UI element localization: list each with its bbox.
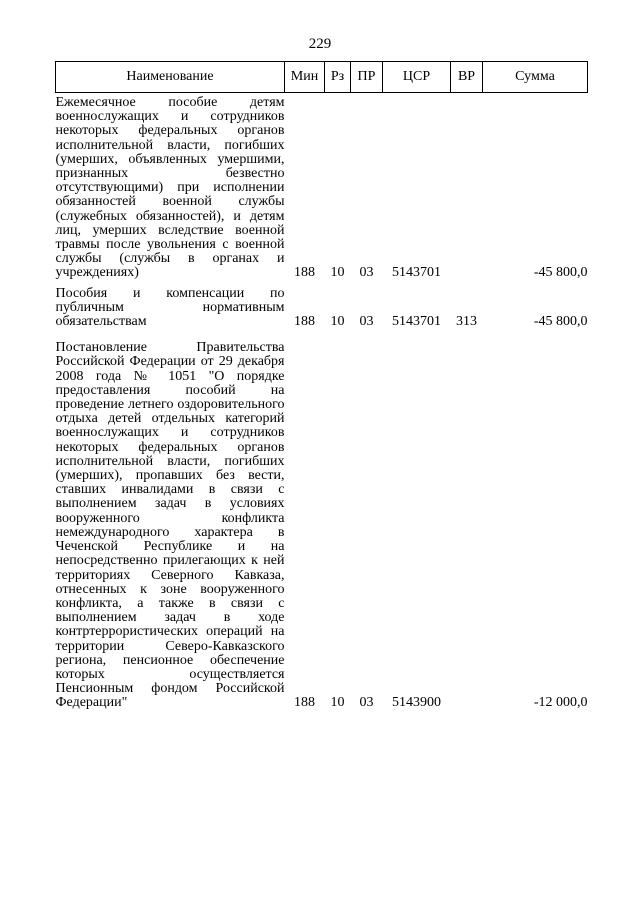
row-csr: 5143701 bbox=[392, 265, 441, 281]
row-vr bbox=[451, 93, 483, 281]
budget-table bbox=[55, 61, 588, 711]
header-min: Мин bbox=[285, 62, 325, 93]
table-row bbox=[56, 93, 588, 281]
header-rz: Рз bbox=[325, 62, 351, 93]
row-min: 188 bbox=[294, 265, 315, 281]
header-csr: ЦСР bbox=[383, 62, 451, 93]
row-name: Пособия и компенсации по публичным нормативным обязательствам bbox=[55, 285, 285, 330]
row-sum: -45 800,0 bbox=[533, 265, 588, 281]
row-vr: 313 bbox=[456, 314, 477, 330]
page-number: 229 bbox=[308, 36, 332, 52]
row-csr: 5143900 bbox=[392, 695, 441, 711]
header-sum: Сумма bbox=[483, 62, 588, 93]
header-vr: ВР bbox=[451, 62, 483, 93]
row-rz: 10 bbox=[330, 314, 345, 330]
row-vr bbox=[451, 329, 483, 710]
row-min: 188 bbox=[294, 695, 315, 711]
row-name: Ежемесячное пособие детям военнослужащих и сотрудников некоторых федеральных органов исполнительной власти, погибших (умерших, объявленных умершими, признанных безвестно отсутствующими) при исполнении обязанностей военной службы (служебных обязанностей), и детям лиц, умерших вследствие военной травмы после увольнения с военной службы (службы в органах и учреждениях) bbox=[55, 95, 285, 281]
row-min: 188 bbox=[294, 314, 315, 330]
table-row bbox=[56, 329, 588, 710]
row-pr: 03 bbox=[359, 695, 374, 711]
row-rz: 10 bbox=[330, 695, 345, 711]
row-sum: -12 000,0 bbox=[533, 695, 588, 711]
row-sum: -45 800,0 bbox=[533, 314, 588, 330]
row-pr: 03 bbox=[359, 265, 374, 281]
row-pr: 03 bbox=[359, 314, 374, 330]
row-rz: 10 bbox=[330, 265, 345, 281]
row-name: Постановление Правительства Российской Федерации от 29 декабря 2008 года № 1051 "О порядке предоставления пособий на проведение летнего оздоровительного отдыха детей отдельных категорий военнослужащих и сотрудников некоторых федеральных органов исполнительной власти, погибших (умерших), пропавших без вести, ставших инвалидами в связи с выполнением задач в условиях вооруженного конфликта немеждународного характера в Чеченской Республике и на непосредственно прилегающих к ней территориях Северного Кавказа, отнесенных к зоне вооруженного конфликта, а также в связи с выполнением задач в ходе контртеррористических операций на территории Северо-Кавказского региона, пенсионное обеспечение которых осуществляется Пенсионным фондом Российской Федерации" bbox=[55, 340, 285, 711]
table-row bbox=[56, 281, 588, 330]
table-header-row bbox=[56, 62, 588, 93]
header-name: Наименование bbox=[56, 62, 285, 93]
row-csr: 5143701 bbox=[392, 314, 441, 330]
header-pr: ПР bbox=[351, 62, 383, 93]
